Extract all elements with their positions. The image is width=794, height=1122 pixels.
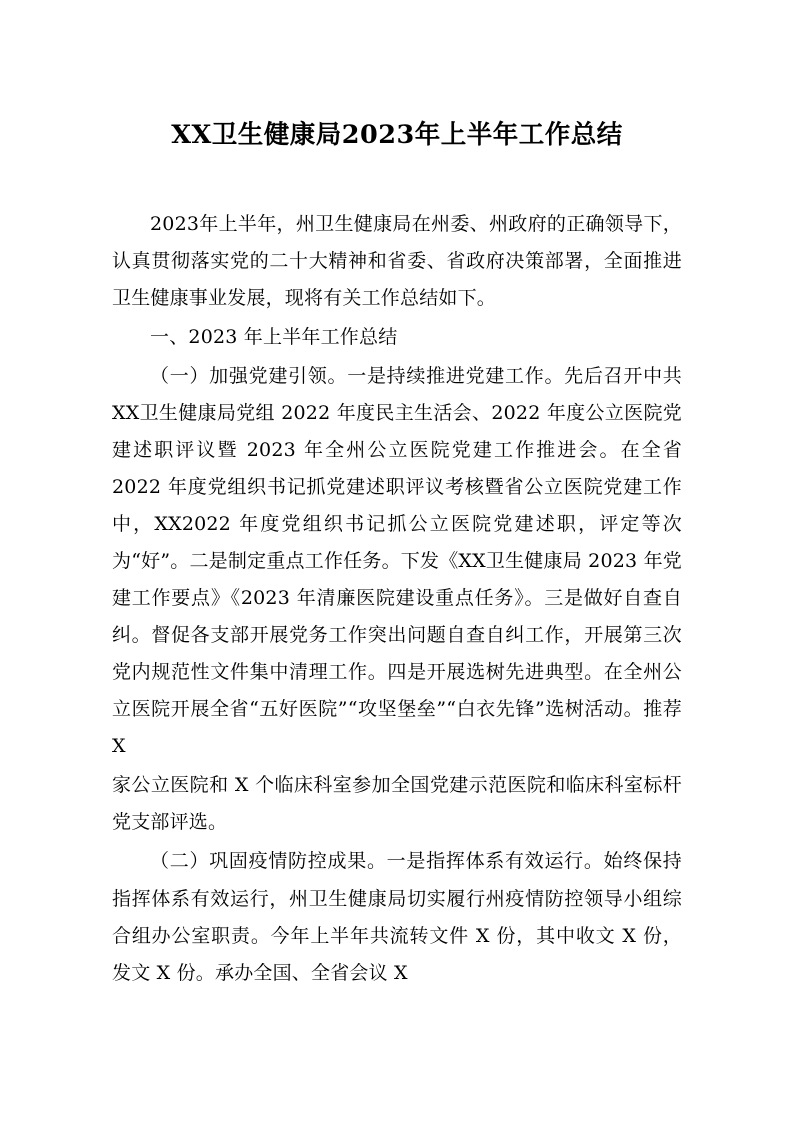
page-title: XX卫生健康局2023年上半年工作总结 <box>171 120 623 150</box>
paragraph-section-1-1: （一）加强党建引领。一是持续推进党建工作。先后召开中共XX卫生健康局党组 2022 年度民主生活会、2022 年度公立医院党建述职评议暨 2023 年全州公立医院党建工作推进会。在全省 2022 年度党组织书记抓党建述职评议考核暨省公立医院党建工作中，XX2022 年度党组织书记抓公立医院党建述职，评定等次为“好”。二是制定重点工作任务。下发《XX卫生健康局 2023 年党建工作要点》《2023 年清廉医院建设重点任务》。三是做好自查自纠。督促各支部开展党务工作突出问题自查自纠工作，开展第三次党内规范性文件集中清理工作。四是开展选树先进典型。在全州公立医院开展全省“五好医院”“攻坚堡垒”“白衣先锋”选树活动。推荐X <box>112 364 682 758</box>
paragraph-intro: 2023年上半年，州卫生健康局在州委、州政府的正确领导下，认真贯彻落实党的二十大精神和省委、省政府决策部署，全面推进卫生健康事业发展，现将有关工作总结如下。 <box>112 212 682 309</box>
section-heading-1: 一、2023 年上半年工作总结 <box>150 325 398 348</box>
paragraph-section-1-1-continued: 家公立医院和 X 个临床科室参加全国党建示范医院和临床科室标杆党支部评选。 <box>112 774 682 834</box>
paragraph-section-1-2: （二）巩固疫情防控成果。一是指挥体系有效运行。始终保持指挥体系有效运行，州卫生健康局切实履行州疫情防控领导小组综合组办公室职责。今年上半年共流转文件 X 份，其中收文 X 份，发文 X 份。承办全国、全省会议 X <box>112 850 682 984</box>
